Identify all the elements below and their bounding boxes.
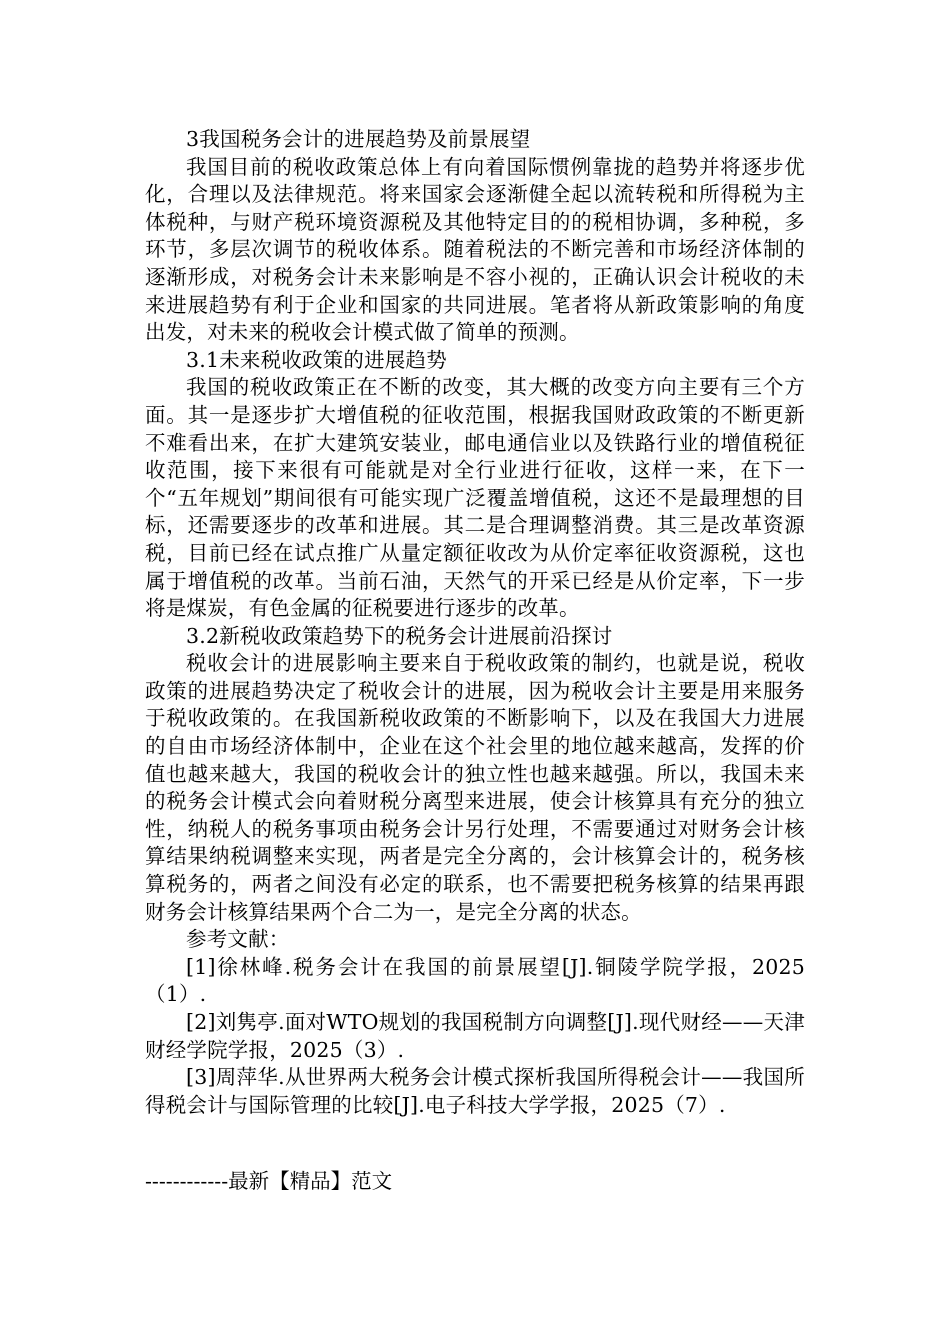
reference-item-2: [2]刘隽亭.面对WTO规划的我国税制方向调整[J].现代财经——天津财经学院学报，2025（3）. (145, 1010, 805, 1062)
footer-text: ------------最新【精品】范文 (145, 1169, 393, 1193)
section-3-paragraph: 我国目前的税收政策总体上有向着国际惯例靠拢的趋势并将逐步优化，合理以及法律规范。将来国家会逐渐健全起以流转税和所得税为主体税种，与财产税环境资源税及其他特定目的的税相协调，多种税，多环节，多层次调节的税收体系。随着税法的不断完善和市场经济体制的逐渐形成，对税务会计未来影响是不容小视的，正确认识会计税收的未来进展趋势有利于企业和国家的共同进展。笔者将从新政策影响的角度出发，对未来的税收会计模式做了简单的预测。 (145, 154, 805, 345)
references-title: 参考文献： (186, 927, 290, 952)
reference-item-3: [3]周萍华.从世界两大税务会计模式探析我国所得税会计——我国所得税会计与国际管理的比较[J].电子科技大学学报，2025（7）. (145, 1065, 805, 1117)
section-3-heading: 3我国税务会计的进展趋势及前景展望 (186, 127, 531, 151)
document-page (145, 126, 805, 1119)
reference-item-1: [1]徐林峰.税务会计在我国的前景展望[J].铜陵学院学报，2025（1）. (145, 954, 805, 1007)
section-3-1-heading: 3.1未来税收政策的进展趋势 (186, 347, 447, 372)
section-3-1-paragraph: 我国的税收政策正在不断的改变，其大概的改变方向主要有三个方面。其一是逐步扩大增值税的征收范围，根据我国财政政策的不断更新不难看出来，在扩大建筑安装业，邮电通信业以及铁路行业的增值税征收范围，接下来很有可能就是对全行业进行征收，这样一来，在下一个“五年规划”期间很有可能实现广泛覆盖增值税，这还不是最理想的目标，还需要逐步的改革和进展。其二是合理调整消费。其三是改革资源税，目前已经在试点推广从量定额征收改为从价定率征收资源税，这也属于增值税的改革。当前石油，天然气的开采已经是从价定率，下一步将是煤炭，有色金属的征税要进行逐步的改革。 (145, 375, 805, 621)
section-3-2-heading: 3.2新税收政策趋势下的税务会计进展前沿探讨 (186, 623, 613, 648)
section-3-2-paragraph: 税收会计的进展影响主要来自于税收政策的制约，也就是说，税收政策的进展趋势决定了税收会计的进展，因为税收会计主要是用来服务于税收政策的。在我国新税收政策的不断影响下，以及在我国大力进展的自由市场经济体制中，企业在这个社会里的地位越来越高，发挥的价值也越来越大，我国的税收会计的独立性也越来越强。所以，我国未来的税务会计模式会向着财税分离型来进展，使会计核算具有充分的独立性，纳税人的税务事项由税务会计另行处理，不需要通过对财务会计核算结果纳税调整来实现，两者是完全分离的，会计核算会计的，税务核算税务的，两者之间没有必定的联系，也不需要把税务核算的结果再跟财务会计核算结果两个合二为一，是完全分离的状态。 (145, 651, 805, 924)
